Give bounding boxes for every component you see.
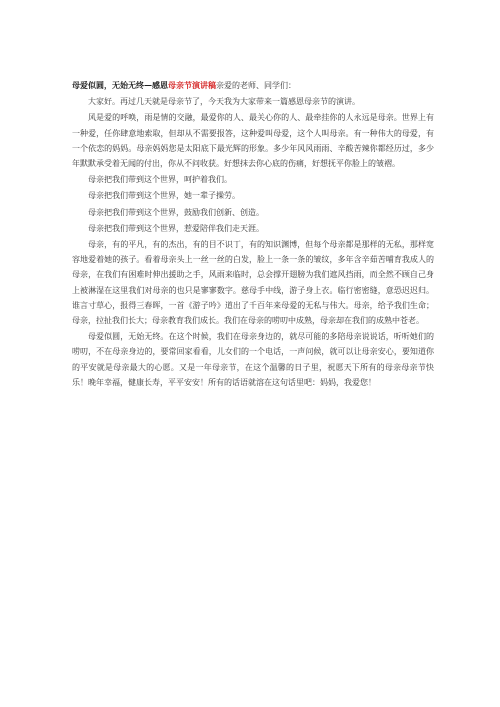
paragraph: 母亲，有的平凡，有的杰出，有的目不识丁，有的知识渊博，但每个母亲都是那样的无私，那样宽容地爱着她的孩子。看着母亲头上一丝一丝的白发，脸上一条一条的皱纹，多年含辛茹苦哺育我成人的母亲，在我们有困难时伸出援助之手，风雨来临时，总会撑开翅膀为我们遮风挡雨，而全然不顾自己身上被淋湿在这里我们对母亲的也只是寥寥数字。慈母手中线，游子身上衣。临行密密缝，意恐迟迟归。谁言寸草心，报得三春晖，一首《游子吟》道出了千百年来母爱的无私与伟大。母亲，给予我们生命；母亲，拉扯我们长大；母亲教育我们成长。我们在母亲的唠叨中成熟，母亲却在我们的成熟中苍老。 bbox=[72, 240, 434, 326]
document-title bbox=[72, 78, 434, 93]
title-highlight: 母亲节演讲稿 bbox=[168, 80, 216, 90]
document-body bbox=[72, 78, 434, 391]
paragraph: 母亲把我们带到这个世界，呵护着我们。 bbox=[88, 175, 232, 185]
paragraph: 母亲把我们带到这个世界，惹爱陪伴我们走天涯。 bbox=[88, 223, 264, 233]
title-text: 母爱似圆，无始无终—感恩 bbox=[72, 80, 168, 90]
paragraph: 母爱似圆，无始无终。在这个时候，我们在母亲身边的，就尽可能的多陪母亲说说话，听听她们的唠叨，不在母亲身边的，要常回家看看，儿女们的一个电话，一声问候，就可以让母亲安心，要知道你的平安就是母亲最大的心愿。又是一年母亲节，在这个温馨的日子里，祝愿天下所有的母亲母亲节快乐！晚年幸福，健康长寿，平平安安！所有的话语就溶在这句话里吧：妈妈，我爱您！ bbox=[72, 332, 434, 387]
greeting: 亲爱的老师、同学们： bbox=[216, 81, 296, 90]
paragraph: 风是爱的呼唤，雨是情的交融，最爱你的人、最关心你的人、最牵挂你的人永远是母亲。世界上有一种爱，任你肆意地索取，但却从不需要报答，这种爱叫母爱，这个人叫母亲。有一种伟大的母爱，有一个依恋的妈妈。母亲妈妈您是太阳底下最光辉的形象。多少年风风雨雨、辛酸苦辣你都经历过，多少年默默承受着无闻的付出，你从不问收获。好想抹去你心底的伤痛，好想抚平你脸上的皱褶。 bbox=[72, 113, 434, 169]
paragraph: 母亲把我们带到这个世界，她一辈子操劳。 bbox=[88, 191, 240, 201]
paragraph: 母亲把我们带到这个世界，鼓励我们创新、创造。 bbox=[88, 207, 264, 217]
paragraph: 大家好。再过几天就是母亲节了，今天我为大家带来一篇感恩母亲节的演讲。 bbox=[88, 97, 360, 107]
